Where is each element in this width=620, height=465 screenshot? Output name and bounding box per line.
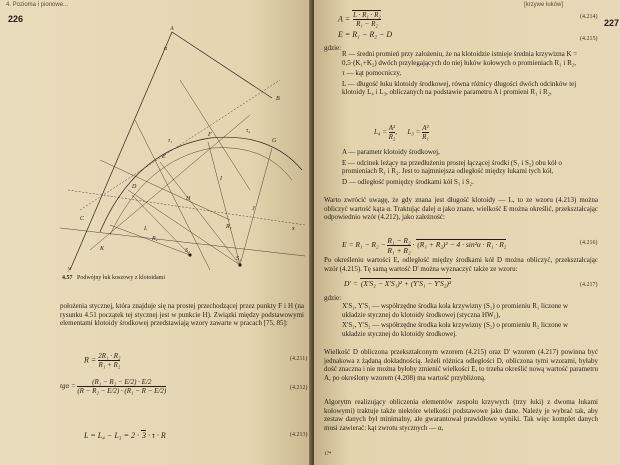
fig-label-5: F (208, 132, 212, 138)
def-a: A — parametr klotoidy środkowej, (342, 148, 440, 156)
right-para-2: Po określeniu wartości E, odległość między środkami kół D można obliczyć, przekształcając wzór (4.215). Tę samą wartość D' można wyznaczyć także ze wzoru: (324, 256, 598, 273)
fig-label-22: x (292, 226, 295, 232)
def-r: R — średni promień przy założeniu, że na klotoidzie istnieje średnia krzywizna K = 0,5·(K₁+K₂) dwóch przylegających do niej łuków kołowych o promieniach R₁ i R₂, (342, 50, 578, 67)
figure-number: 4.57 (62, 275, 73, 281)
left-running-head: 4. Pozioma i pionowe... (6, 2, 69, 8)
right-page (314, 0, 620, 465)
right-page-number: 227 (604, 18, 620, 28)
fig-label-16: S₂ (185, 248, 191, 254)
right-para-3: Wielkość D obliczona przekształconym wzorem (4.215) oraz D' wzorem (4.217) powinna być jednakowa z żądaną dokładnością. Jeżeli różnica odległości D, obliczona tymi wzorami, byłaby dość znaczna i nie można byłoby zmienić wielkości E, to trzeba określić nową wartość parametru A, po określony wzorem (4.208) ma wartość przybliżoną. (324, 348, 598, 382)
eq-num-4216: (4.216) (580, 240, 598, 246)
equation-4217: D' = (X'S₂ − X'S₁)² + (Y'S₁ − Y'S₂)² (344, 279, 452, 288)
fig-label-15: S₁ (236, 256, 242, 262)
fig-label-20: τ₂ (246, 128, 251, 134)
fig-label-17: R₁ (226, 224, 232, 230)
equation-4211: R = $\frac{\text{2R₁ · R₂}}{\text{R₁ + R₂}}$ (84, 352, 121, 369)
fig-label-7: H (186, 196, 191, 202)
fig-label-4: E (162, 154, 166, 160)
left-page-number: 226 (8, 14, 24, 24)
def-l: L — długość łuku klotoidy środkowej, równa różnicy długości dwóch odcinków tej klotoidy L₄ i L₃, obliczanych na podstawie parametru A i promieni R₁ i R₂, (342, 79, 577, 97)
fig-label-11: L (144, 226, 148, 232)
definitions-1 (342, 50, 592, 97)
fig-label-3: D (132, 184, 137, 190)
fig-label-10: K (100, 246, 105, 252)
eq-num-4217: (4.217) (580, 282, 598, 288)
gdzie-label-2: gdzie: (324, 294, 342, 302)
gdzie-label-1: gdzie: (324, 44, 342, 52)
fig-label-0: A (170, 26, 174, 32)
def-e: E — odcinek leżący na przedłużeniu prostej łączącej środki (S₁ i S₂) obu kół o promieniach R₁ i R₂. Jest to najmniejsza odległość między łukami tych kół, (342, 158, 562, 176)
fig-label-21: α (164, 46, 168, 52)
fig-label-6: G (272, 138, 277, 144)
equation-4215: E = R₁ − R₂ − D (338, 30, 393, 39)
fig-label-18: R₂ (152, 236, 158, 242)
definitions-2 (342, 148, 592, 186)
right-para-1: Warto zwrócić uwagę, że gdy znana jest długość klotoidy — L, to ze wzoru (4.213) można obliczyć wartość kąta α. Traktując dalej α jako znane, wielkość E można określić, przekształcając odpowiednio wzór (4.212), jako zależność: (324, 196, 598, 222)
eq-num-4213: (4.213) (290, 432, 308, 438)
def-d: D — odległość pomiędzy środkami kół S₁ i S₂. (342, 177, 474, 186)
def-s1: X'S₁, Y'S₁ — współrzędne środka koła krzywizny (S₁) o promieniu R₁ liczone w układzie stycznej do klotoidy środkowej (styczna HW₁), (342, 302, 569, 319)
equation-4216: E = R₁ − R₂ − $\frac{\text{R₁ − R₂}}{\text{R₁ + R₂}}$ · (R₁ + R₂)² − 4 · sin²α · R₁ · R₂ (342, 236, 507, 255)
eq-num-4212: (4.212) (290, 385, 308, 391)
clothoid-figure (40, 20, 310, 280)
equation-4213: L = L₄ − L₃ = 2 · 3 · τ · R (84, 431, 166, 440)
figure-caption-text: Podwójny łuk koszowy z klotoidami (77, 275, 165, 281)
equation-l4-l3: L₄ = $\frac{\text{A²}}{\text{R₂}}$ , L₃ = $\frac{\text{A²}}{\text{R₁}}$ (374, 124, 429, 141)
equation-4212: tgα = $\frac{\text{(R₁ − R₂ − E/2) · E/2}}{\text{(R − R₂ − E/2) · (R₁ − R − E/2)}}$ (60, 378, 167, 395)
right-para-4: Algorytm realizujący obliczenia elementów zespołu krzywych (trzy łuki) z dwoma łukami kołowymi) traktuje także niektóre wielkości podstawowe jako dane. Należy je wybrać tak, aby zestaw danych był minimalny, ale gwarantował prawidłowe wyniki. Tak więc komplet danych musi zawierać: kąt zwrotu stycznych — α, (324, 398, 598, 432)
figure-caption (62, 274, 165, 283)
fig-label-8: I (220, 176, 222, 182)
center-s1 (238, 263, 241, 266)
fig-label-1: B (276, 96, 280, 102)
left-paragraph: położenia stycznej, która znajduje się na prostej przechodzącej przez punkty F i H (na rysunku 4.51 początek tej stycznej jest w punkcie H). Związki między podstawowymi elementami klotoidy środkowej przedstawiają wzory zawarte w pracach [75, 85]: (60, 302, 304, 328)
right-running-head: [krzywe łuków] (524, 2, 564, 8)
fig-label-19: τ₁ (168, 138, 173, 144)
fig-label-23: y (68, 266, 71, 272)
fig-label-9: J (252, 206, 255, 212)
def-s2: X'S₂, Y'S₂ — współrzędne środka koła krzywizny (S₂) o promieniu R₂ liczone w układzie stycznej do klotoidy środkowej. (342, 321, 569, 338)
eq-num-4211: (4.211) (290, 356, 308, 362)
footer-signature-mark: 17* (324, 452, 332, 457)
eq-num-4214: (4.214) (580, 14, 598, 20)
fig-label-2: C (80, 216, 85, 222)
def-tau: τ — kąt pomocniczy, (342, 69, 402, 78)
eq-num-4215: (4.215) (580, 36, 598, 42)
equation-4214: A = $\frac{\text{L · R₁ · R₂}}{\text{R₁ − R₂}}$ (338, 11, 381, 28)
definitions-3 (342, 302, 592, 338)
